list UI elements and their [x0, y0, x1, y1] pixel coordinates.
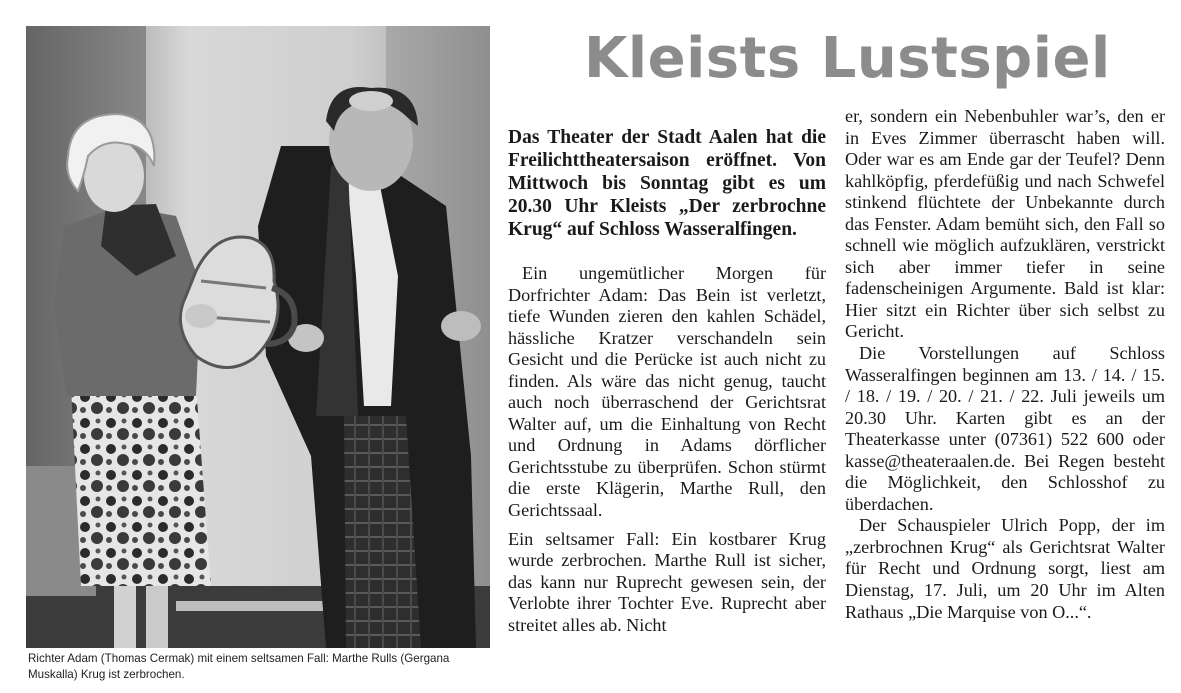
photo-caption: Richter Adam (Thomas Cermak) mit einem seltsamen Fall: Marthe Rulls (Gergana Muskalla) Krug ist zerbrochen.	[28, 652, 450, 681]
body-paragraph: Ein ungemütlicher Morgen für Dorfrichter Adam: Das Bein ist verletzt, tiefe Wunden zieren den kahlen Schädel, hässliche Kratzer verschandeln sein Gesicht und die Perücke ist auch nicht zu finden. Als wäre das nicht genug, taucht auch noch überraschend der Gerichtsrat Walter auf, um die Einhaltung von Recht und Ordnung in Adams dörflicher Gerichtsstube zu überprüfen. Schon stürmt die erste Klägerin, Marthe Rull, den Gerichtssaal.	[508, 263, 826, 521]
body-paragraph: Der Schauspieler Ulrich Popp, der im „zerbrochnen Krug“ als Gerichtsrat Walter für Recht und Ordnung sorgt, liest am Dienstag, 17. Juli, um 20 Uhr im Alten Rathaus „Die Marquise von O...“.	[845, 515, 1165, 622]
article-headline: Kleists Lustspiel	[584, 26, 1111, 91]
body-paragraph-continued: er, sondern ein Nebenbuhler war’s, den er in Eves Zimmer überrascht haben will. Oder war es am Ende gar der Teufel? Denn kahlköpfig, pferdefüßig und nach Schwefel stinkend flüchtete der Unbekannte durch das Fenster. Adam bemüht sich, den Fall so schnell wie möglich aufzuklären, verstrickt sich aber immer tiefer in seine fadenscheinigen Argumente. Bald ist klar: Hier sitzt ein Richter über sich selbst zu Gericht.	[845, 106, 1165, 342]
text-column-left	[508, 126, 826, 636]
article-photo	[26, 26, 490, 648]
theater-scene-image	[26, 26, 490, 648]
text-column-right	[845, 106, 1165, 623]
body-paragraph: Ein seltsamer Fall: Ein kostbarer Krug wurde zerbrochen. Marthe Rull ist sicher, das kann nur Ruprecht gewesen sein, der Verlobte ihrer Tochter Eve. Ruprecht aber streitet alles ab. Nicht	[508, 528, 826, 635]
body-paragraph: Die Vorstellungen auf Schloss Wasseralfingen beginnen am 13. / 14. / 15. / 18. / 19. / 20. / 21. / 22. Juli jeweils um 20.30 Uhr. Karten gibt es an der Theaterkasse unter (07361) 522 600 oder kasse@theateraalen.de. Bei Regen besteht die Möglichkeit, den Schlosshof zu überdachen.	[845, 343, 1165, 514]
article-lead: Das Theater der Stadt Aalen hat die Freilichttheatersaison eröffnet. Von Mittwoch bis Sonntag gibt es um 20.30 Uhr Kleists „Der zerbrochne Krug“ auf Schloss Wasseralfingen.	[508, 127, 826, 240]
